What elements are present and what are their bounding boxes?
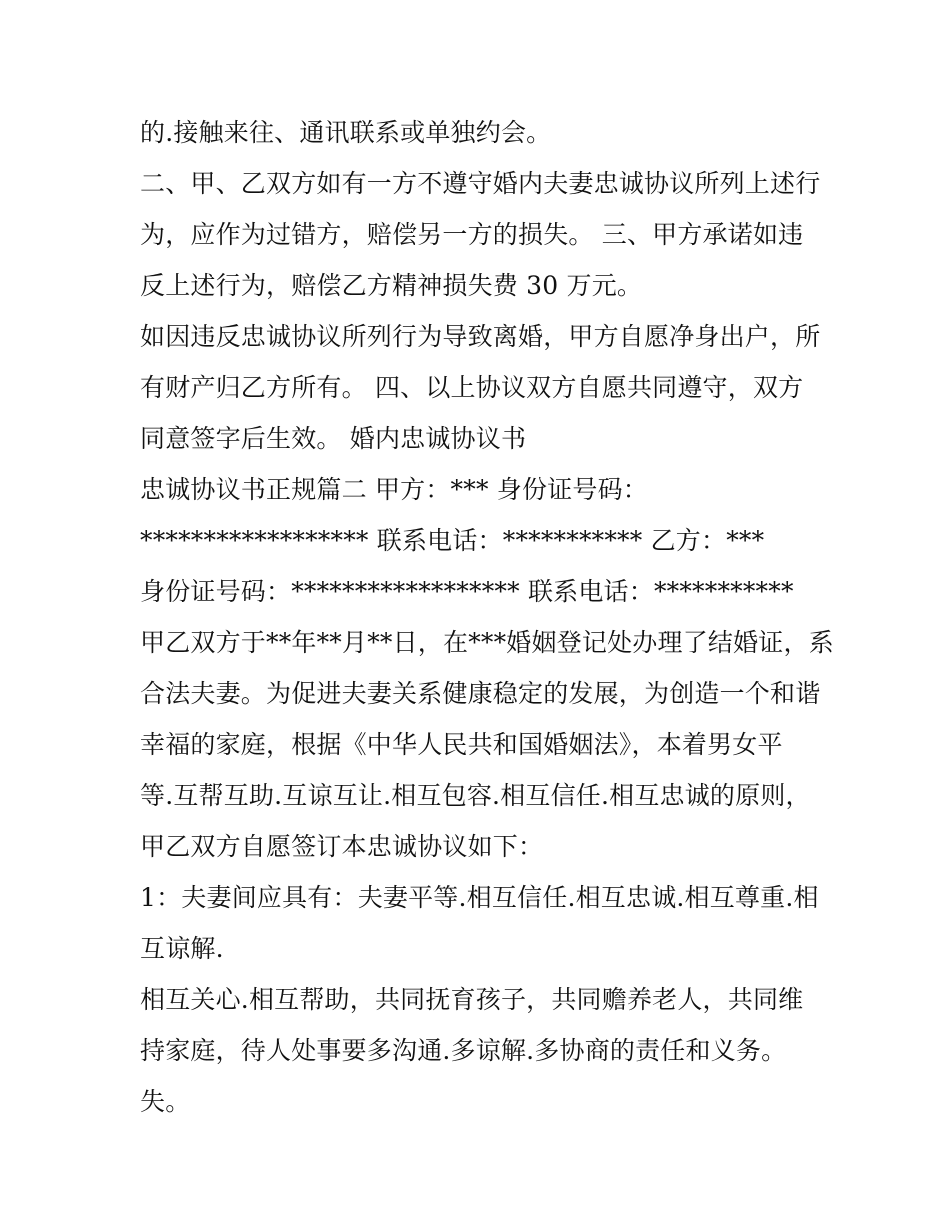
text-line-16: 1：夫妻间应具有：夫妻平等.相互信任.相互忠诚.相互尊重.相 xyxy=(140,883,819,912)
text-line-5: 如因违反忠诚协议所列行为导致离婚，甲方自愿净身出户，所 xyxy=(140,322,821,351)
text-line-18: 相互关心.相互帮助，共同抚育孩子，共同赡养老人，共同维 xyxy=(140,985,804,1014)
text-line-10: 身份证号码：****************** 联系电话：*********** xyxy=(140,577,794,606)
text-line-6: 有财产归乙方所有。 四、以上协议双方自愿共同遵守，双方 xyxy=(140,373,804,402)
text-line-8: 忠诚协议书正规篇二 甲方：*** 身份证号码： xyxy=(140,475,648,504)
text-line-4: 反上述行为，赔偿乙方精神损失费 30 万元。 xyxy=(140,271,643,300)
text-line-1: 的.接触来往、通讯联系或单独约会。 xyxy=(140,118,552,147)
text-line-3: 为，应作为过错方，赔偿另一方的损失。 三、甲方承诺如违 xyxy=(140,220,804,249)
text-line-7: 同意签字后生效。 婚内忠诚协议书 xyxy=(140,424,527,453)
text-line-12: 合法夫妻。为促进夫妻关系健康稳定的发展，为创造一个和谐 xyxy=(140,679,821,708)
text-line-9: ****************** 联系电话：*********** 乙方：*** xyxy=(140,526,765,555)
text-line-2: 二、甲、乙双方如有一方不遵守婚内夫妻忠诚协议所列上述行 xyxy=(140,169,821,198)
text-line-11: 甲乙双方于**年**月**日，在***婚姻登记处办理了结婚证，系 xyxy=(140,628,834,657)
text-line-13: 幸福的家庭，根据《中华人民共和国婚姻法》，本着男女平 xyxy=(140,730,783,759)
document-body xyxy=(140,107,834,1127)
text-line-17: 互谅解. xyxy=(140,934,224,963)
text-line-19: 持家庭，待人处事要多沟通.多谅解.多协商的责任和义务。 xyxy=(140,1036,787,1065)
text-line-20: 失。 xyxy=(140,1087,191,1116)
text-line-15: 甲乙双方自愿签订本忠诚协议如下： xyxy=(140,832,544,861)
text-line-14: 等.互帮互助.互谅互让.相互包容.相互信任.相互忠诚的原则， xyxy=(140,781,811,810)
